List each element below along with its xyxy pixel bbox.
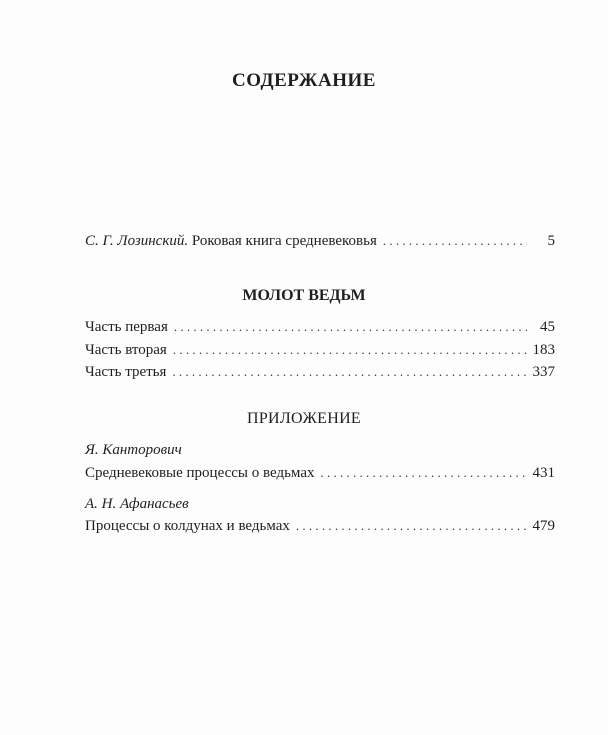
toc-entry-appendix-2[interactable]	[85, 516, 555, 536]
leader-dots	[320, 463, 526, 483]
section-heading-main: МОЛОТ ВЕДЬМ	[242, 287, 366, 304]
toc-page-number: 431	[532, 465, 555, 481]
appendix-author-1: Я. Канторович	[85, 442, 182, 458]
toc-page-number: 479	[532, 518, 555, 534]
leader-dots	[383, 231, 527, 251]
leader-dots	[296, 516, 527, 536]
page-title: СОДЕРЖАНИЕ	[232, 70, 376, 91]
toc-entry-appendix-1[interactable]	[85, 463, 555, 483]
toc-entry-title: Роковая книга средневековья	[191, 233, 377, 249]
appendix-author-2: А. Н. Афанасьев	[85, 496, 189, 512]
toc-entry-title: Часть третья	[85, 364, 167, 380]
toc-page-number: 337	[532, 364, 555, 380]
leader-dots	[174, 317, 527, 337]
toc-entry-author: С. Г. Лозинский.	[85, 233, 189, 249]
toc-entry-intro[interactable]	[85, 231, 555, 251]
toc-page-number: 183	[532, 342, 555, 358]
leader-dots	[172, 362, 526, 382]
leader-dots	[173, 340, 527, 360]
toc-entry-part-3[interactable]	[85, 362, 555, 382]
toc-entry-title: Процессы о колдунах и ведьмах	[85, 518, 290, 534]
toc-page-number: 5	[547, 233, 555, 249]
toc-entry-label	[85, 231, 377, 251]
toc-entry-part-1[interactable]	[85, 317, 555, 337]
section-heading-appendix: ПРИЛОЖЕНИЕ	[246, 410, 361, 427]
toc-entry-title: Часть первая	[85, 319, 168, 335]
toc-entry-part-2[interactable]	[85, 340, 555, 360]
toc-entry-title: Часть вторая	[85, 342, 167, 358]
toc-page-number: 45	[540, 319, 555, 335]
toc-entry-title: Средневековые процессы о ведьмах	[85, 465, 315, 481]
